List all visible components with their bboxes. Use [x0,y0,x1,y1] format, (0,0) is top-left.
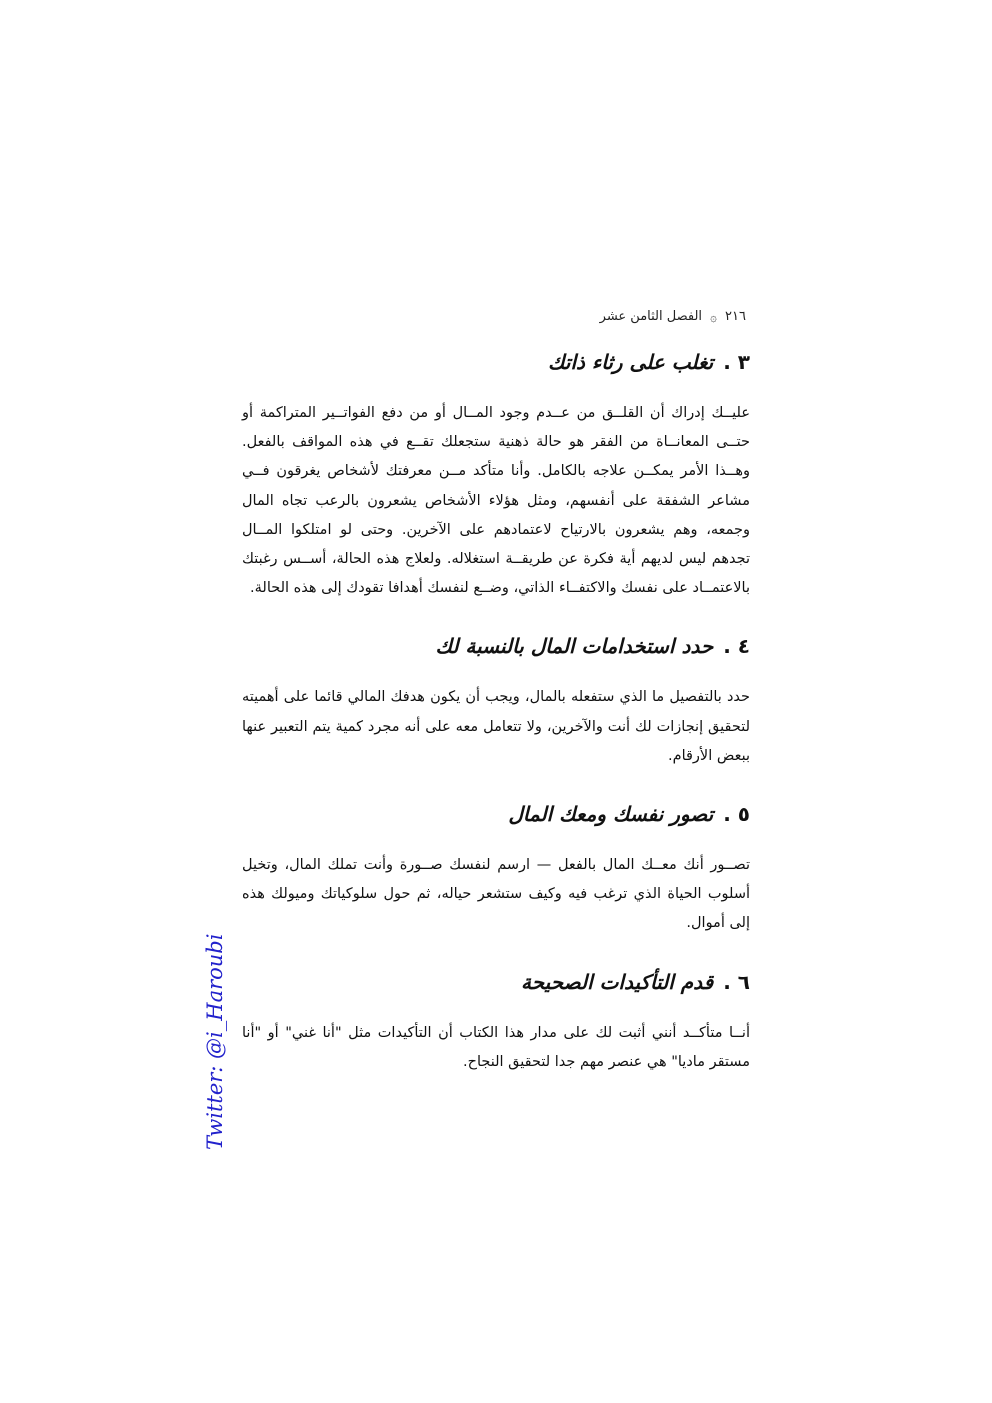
page-number: ٢١٦ [725,309,746,324]
twitter-watermark: Twitter: @i_Haroubi [203,933,227,1150]
section-heading-6 [242,965,750,999]
section-number: ٣ . [723,350,750,374]
section-title: تصور نفسك ومعك المال [508,802,714,827]
section-title: حدد استخدامات المال بالنسبة لك [435,634,714,659]
section-body-6: أنــا متأكــد أنني أثبت لك على مدار هذا الكتاب أن التأكيدات مثل "أنا غني" أو "أنا مستقر ماديا" هي عنصر مهم جدا لتحقيق النجاح. [242,1024,750,1070]
section-title: تغلب على رثاء ذاتك [548,350,714,374]
chapter-title: الفصل الثامن عشر [599,309,703,324]
running-header [600,309,746,324]
section-title: قدم التأكيدات الصحيحة [521,969,714,994]
section-number: ٥ . [723,802,750,827]
section-heading-5 [242,797,750,831]
section-body-3: عليــك إدراك أن القلــق من عــدم وجود المــال أو من دفع الفواتــير المتراكمة أو حتــى المعانــاة من الفقر هو حالة ذهنية ستجعلك تقــع في هذه المواقف بالفعل. وهــذا الأمر يمكــن علاجه بالكامل. وأنا متأكد مــن معرفتك لأشخاص يغرقون فــي مشاعر الشفقة على أنفسهم، ومثل هؤلاء الأشخاص يشعرون بالرعب تجاه المال وجمعه، وهم يشعرون بالارتياح لاعتمادهم على الآخرين. وحتى لو امتلكوا المــال تجدهم ليس لديهم أية فكرة عن طريقــة استغلاله. ولعلاج هذه الحالة، أســس رغبتك بالاعتمــاد على نفسك والاكتفــاء الذاتي، وضــع لنفسك أهدافا تقودك إلى هذه الحالة. [242,405,750,597]
section-body-4: حدد بالتفصيل ما الذي ستفعله بالمال، ويجب أن يكون هدفك المالي قائما على أهميته لتحقيق إنجازات لك أنت والآخرين، ولا تتعامل معه على أنه مجرد كمية يتم التعبير عنها ببعض الأرقام. [242,689,750,764]
page-content [242,345,750,1103]
section-heading-4 [242,629,750,663]
section-body-5: تصــور أنك معــك المال بالفعل — ارسم لنفسك صــورة وأنت تملك المال، وتخيل أسلوب الحياة الذي ترغب فيه وكيف ستشعر حياله، ثم حول سلوكياتك وميولك هذه إلى أموال. [242,857,750,932]
section-number: ٦ . [723,969,750,994]
ornament-icon: ۞ [710,309,718,324]
section-heading-3 [242,345,750,379]
section-number: ٤ . [723,634,750,659]
